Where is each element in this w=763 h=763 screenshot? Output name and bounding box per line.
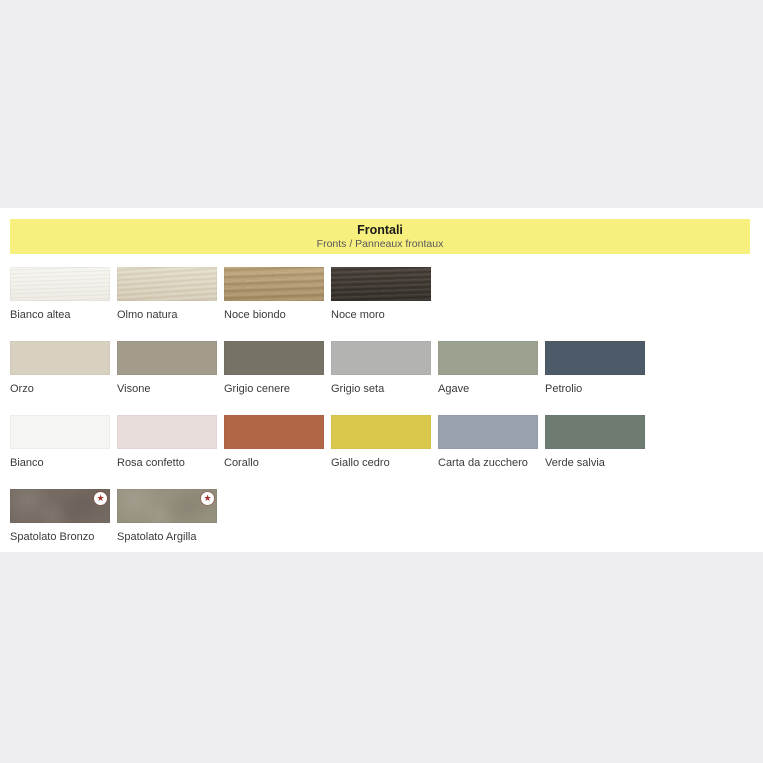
swatch-cell — [331, 267, 431, 322]
swatch-cell — [438, 415, 538, 470]
swatch-cell — [10, 489, 110, 544]
swatch-cell — [117, 267, 217, 322]
swatch-cell — [331, 341, 431, 396]
finish-swatch[interactable] — [10, 489, 110, 523]
swatch-cell — [331, 415, 431, 470]
swatch-label: Corallo — [224, 457, 259, 469]
swatch-row — [10, 341, 652, 396]
swatch-cell — [545, 341, 645, 396]
new-star-icon: ★ — [201, 492, 214, 505]
swatch-label: Giallo cedro — [331, 457, 390, 469]
swatch-label: Verde salvia — [545, 457, 605, 469]
swatch-cell — [117, 415, 217, 470]
finish-swatch[interactable] — [224, 415, 324, 449]
finish-swatch[interactable] — [117, 415, 217, 449]
section-subtitle: Fronts / Panneaux frontaux — [316, 238, 444, 250]
swatch-label: Grigio seta — [331, 383, 385, 395]
swatch-row — [10, 267, 652, 322]
swatch-cell — [438, 341, 538, 396]
new-star-icon: ★ — [94, 492, 107, 505]
swatch-label: Olmo natura — [117, 309, 178, 321]
swatch-cell — [545, 415, 645, 470]
swatch-label: Spatolato Bronzo — [10, 531, 95, 543]
swatch-label: Grigio cenere — [224, 383, 291, 395]
swatch-label: Noce moro — [331, 309, 385, 321]
swatch-row — [10, 415, 652, 470]
swatch-label: Petrolio — [545, 383, 583, 395]
finish-swatch[interactable] — [331, 267, 431, 301]
swatch-row — [10, 489, 652, 544]
finish-swatch[interactable] — [545, 341, 645, 375]
swatch-label: Orzo — [10, 383, 34, 395]
finish-swatch[interactable] — [10, 267, 110, 301]
swatch-cell — [224, 415, 324, 470]
finish-swatch[interactable] — [117, 267, 217, 301]
swatch-cell — [117, 489, 217, 544]
swatch-label: Spatolato Argilla — [117, 531, 197, 543]
finish-swatch[interactable] — [117, 341, 217, 375]
swatch-label: Agave — [438, 383, 470, 395]
finish-swatch[interactable] — [545, 415, 645, 449]
swatch-label: Noce biondo — [224, 309, 286, 321]
finish-swatch[interactable] — [10, 415, 110, 449]
section-title: Frontali — [357, 223, 403, 237]
swatch-label: Carta da zucchero — [438, 457, 528, 469]
swatch-label: Bianco — [10, 457, 44, 469]
finish-swatch[interactable] — [438, 415, 538, 449]
top-margin-area — [0, 0, 763, 208]
swatch-cell — [10, 267, 110, 322]
finish-swatch[interactable] — [10, 341, 110, 375]
finish-swatch[interactable] — [224, 341, 324, 375]
swatch-cell — [10, 415, 110, 470]
finish-swatch[interactable] — [331, 341, 431, 375]
finishes-panel — [0, 208, 763, 552]
swatch-cell — [10, 341, 110, 396]
swatch-cell — [224, 267, 324, 322]
swatch-label: Bianco altea — [10, 309, 71, 321]
swatch-cell — [224, 341, 324, 396]
finish-swatch[interactable] — [331, 415, 431, 449]
finish-swatch[interactable] — [224, 267, 324, 301]
finish-swatch[interactable] — [117, 489, 217, 523]
swatch-label: Visone — [117, 383, 151, 395]
finish-swatch[interactable] — [438, 341, 538, 375]
swatch-grid — [10, 267, 652, 563]
bottom-margin-area — [0, 552, 763, 763]
swatch-label: Rosa confetto — [117, 457, 185, 469]
swatch-cell — [117, 341, 217, 396]
section-header — [10, 219, 750, 254]
